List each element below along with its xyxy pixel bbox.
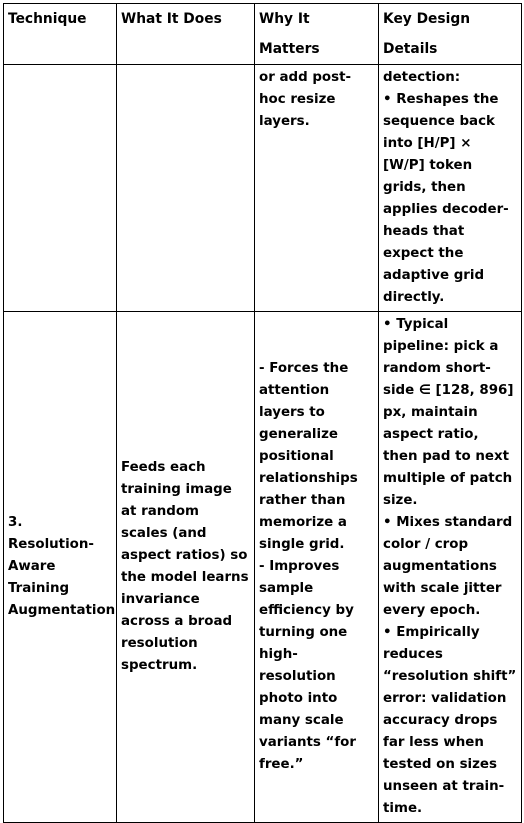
cell-key-design-details <box>379 65 522 312</box>
comparison-table <box>3 3 522 823</box>
cell-why-it-matters <box>255 312 379 823</box>
cell-what-it-does: Feeds each training image at random scales (and aspect ratios) so the model learns invariance across a broad resolution spectrum. <box>117 312 255 823</box>
table-row <box>4 312 522 823</box>
why-line: - Improves sample efficiency by turning one high-resolution photo into many scale variants “for free.” <box>259 559 356 772</box>
why-line: - Forces the attention layers to generalize positional relationships rather than memorize a single grid. <box>259 361 358 552</box>
details-line: • Mixes standard color / crop augmentations with scale jitter every epoch. <box>383 515 513 618</box>
details-line: detection: <box>383 70 461 85</box>
table-row <box>4 65 522 312</box>
details-line: • Empirically reduces “resolution shift” error: validation accuracy drops far less when tested on sizes unseen at train-time. <box>383 625 517 816</box>
header-why-it-matters: Why It Matters <box>255 4 379 65</box>
details-line: • Reshapes the sequence back into [H/P] × [W/P] token grids, then applies decoder-heads that expect the adaptive grid directly. <box>383 92 509 305</box>
cell-key-design-details <box>379 312 522 823</box>
header-what-it-does: What It Does <box>117 4 255 65</box>
table-header-row <box>4 4 522 65</box>
cell-why-it-matters: or add post-hoc resize layers. <box>255 65 379 312</box>
cell-technique <box>4 65 117 312</box>
header-key-design-details: Key Design Details <box>379 4 522 65</box>
details-line: • Typical pipeline: pick a random short-side ∈ [128, 896] px, maintain aspect ratio, then pad to next multiple of patch size. <box>383 317 514 508</box>
cell-technique: 3. Resolution-Aware Training Augmentation <box>4 312 117 823</box>
header-technique: Technique <box>4 4 117 65</box>
cell-what-it-does <box>117 65 255 312</box>
